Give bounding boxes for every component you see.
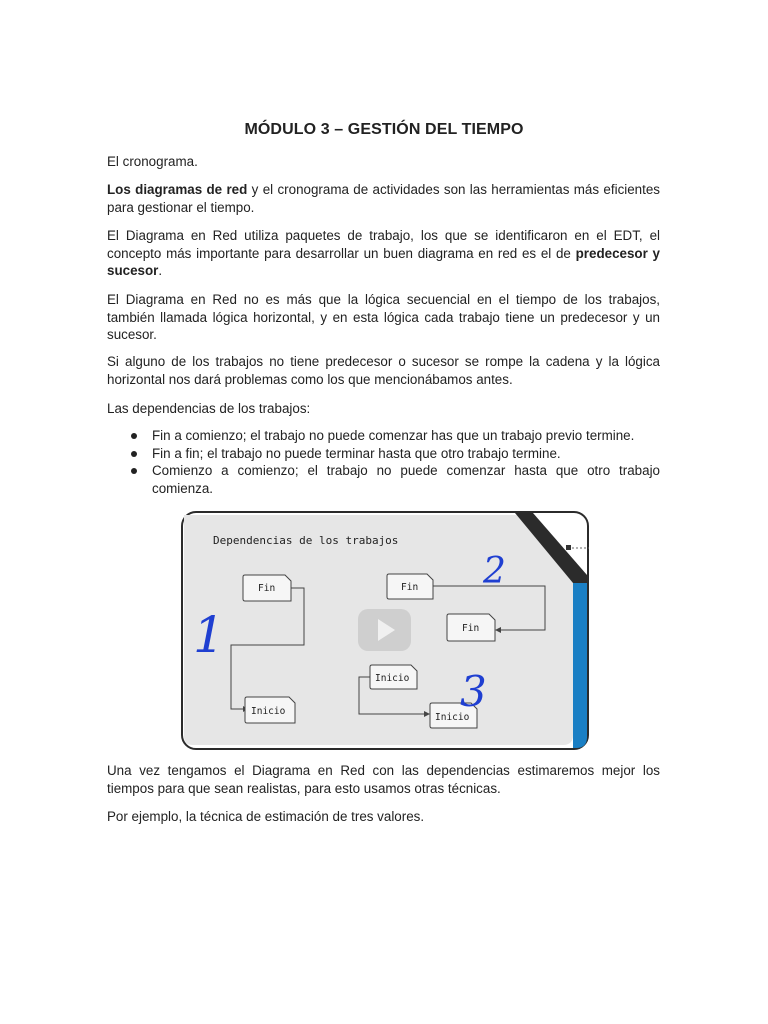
dependencies-figure — [181, 511, 589, 750]
figure-heading: Dependencias de los trabajos — [213, 534, 399, 547]
text-edt-end: . — [158, 263, 163, 278]
box-inicio-1 — [245, 697, 295, 723]
paragraph-ejemplo: Por ejemplo, la técnica de estimación de tres valores. — [107, 809, 425, 824]
box-fin-2a — [387, 574, 433, 599]
marker-icon — [566, 545, 571, 550]
paragraph-cadena: Si alguno de los trabajos no tiene predecesor o sucesor se rompe la cadena y la lógica horizontal nos dará problemas como los que mencionábamos antes. — [107, 354, 660, 387]
paragraph-dependencias: Las dependencias de los trabajos: — [107, 401, 311, 416]
paragraph-cronograma: El cronograma. — [107, 154, 198, 169]
bullet-icon — [131, 468, 137, 474]
box-fin-1 — [243, 575, 291, 601]
box-label: Inicio — [375, 673, 410, 684]
box-label: Inicio — [251, 706, 286, 717]
box-label: Inicio — [435, 712, 470, 723]
page-title: MÓDULO 3 – GESTIÓN DEL TIEMPO — [244, 121, 524, 138]
list-item — [107, 445, 660, 463]
box-fin-2b — [447, 614, 495, 641]
paragraph-logica-horizontal: El Diagrama en Red no es más que la lógica secuencial en el tiempo de los trabajos, también llamada lógica horizontal, y en esta lógica cada trabajo tiene un predecesor y un sucesor. — [107, 292, 660, 342]
bold-diagramas-de-red: Los diagramas de red — [107, 182, 248, 197]
text-edt-start: El Diagrama en Red utiliza paquetes de trabajo, los que se identificaron en el EDT, el concepto más importante para desarrollar un buen diagrama en red es el de — [107, 228, 660, 261]
list-item-text: Fin a comienzo; el trabajo no puede comenzar has que un trabajo previo termine. — [152, 428, 635, 443]
dependencies-diagram — [181, 511, 589, 750]
paragraph-diagramas-de-red — [107, 181, 660, 216]
text-diagramas-rest: y el cronograma de actividades son las herramientas más eficientes para gestionar el tiempo. — [107, 182, 660, 215]
figure-side-bar — [573, 583, 587, 748]
bullet-icon — [131, 451, 137, 457]
list-item — [107, 427, 660, 445]
bold-predecesor-sucesor: predecesor y sucesor — [107, 245, 660, 278]
list-item-text: Comienzo a comienzo; el trabajo no puede comenzar hasta que otro trabajo comienza. — [152, 463, 660, 496]
box-label: Fin — [258, 583, 276, 594]
box-inicio-3a — [370, 665, 417, 689]
bullet-icon — [131, 433, 137, 439]
dependencies-list — [107, 427, 660, 497]
list-item-text: Fin a fin; el trabajo no puede terminar hasta que otro trabajo termine. — [152, 445, 561, 461]
paragraph-estimacion: Una vez tengamos el Diagrama en Red con las dependencias estimaremos mejor los tiempos para que sean realistas, para esto usamos otras técnicas. — [107, 763, 660, 796]
box-label: Fin — [462, 623, 480, 634]
handwritten-number-1: 1 — [193, 606, 225, 664]
box-label: Fin — [401, 582, 419, 593]
handwritten-number-2: 2 — [483, 551, 506, 592]
paragraph-diagrama-en-red-edt — [107, 227, 660, 280]
handwritten-number-3: 3 — [460, 667, 487, 716]
list-item — [107, 462, 660, 497]
